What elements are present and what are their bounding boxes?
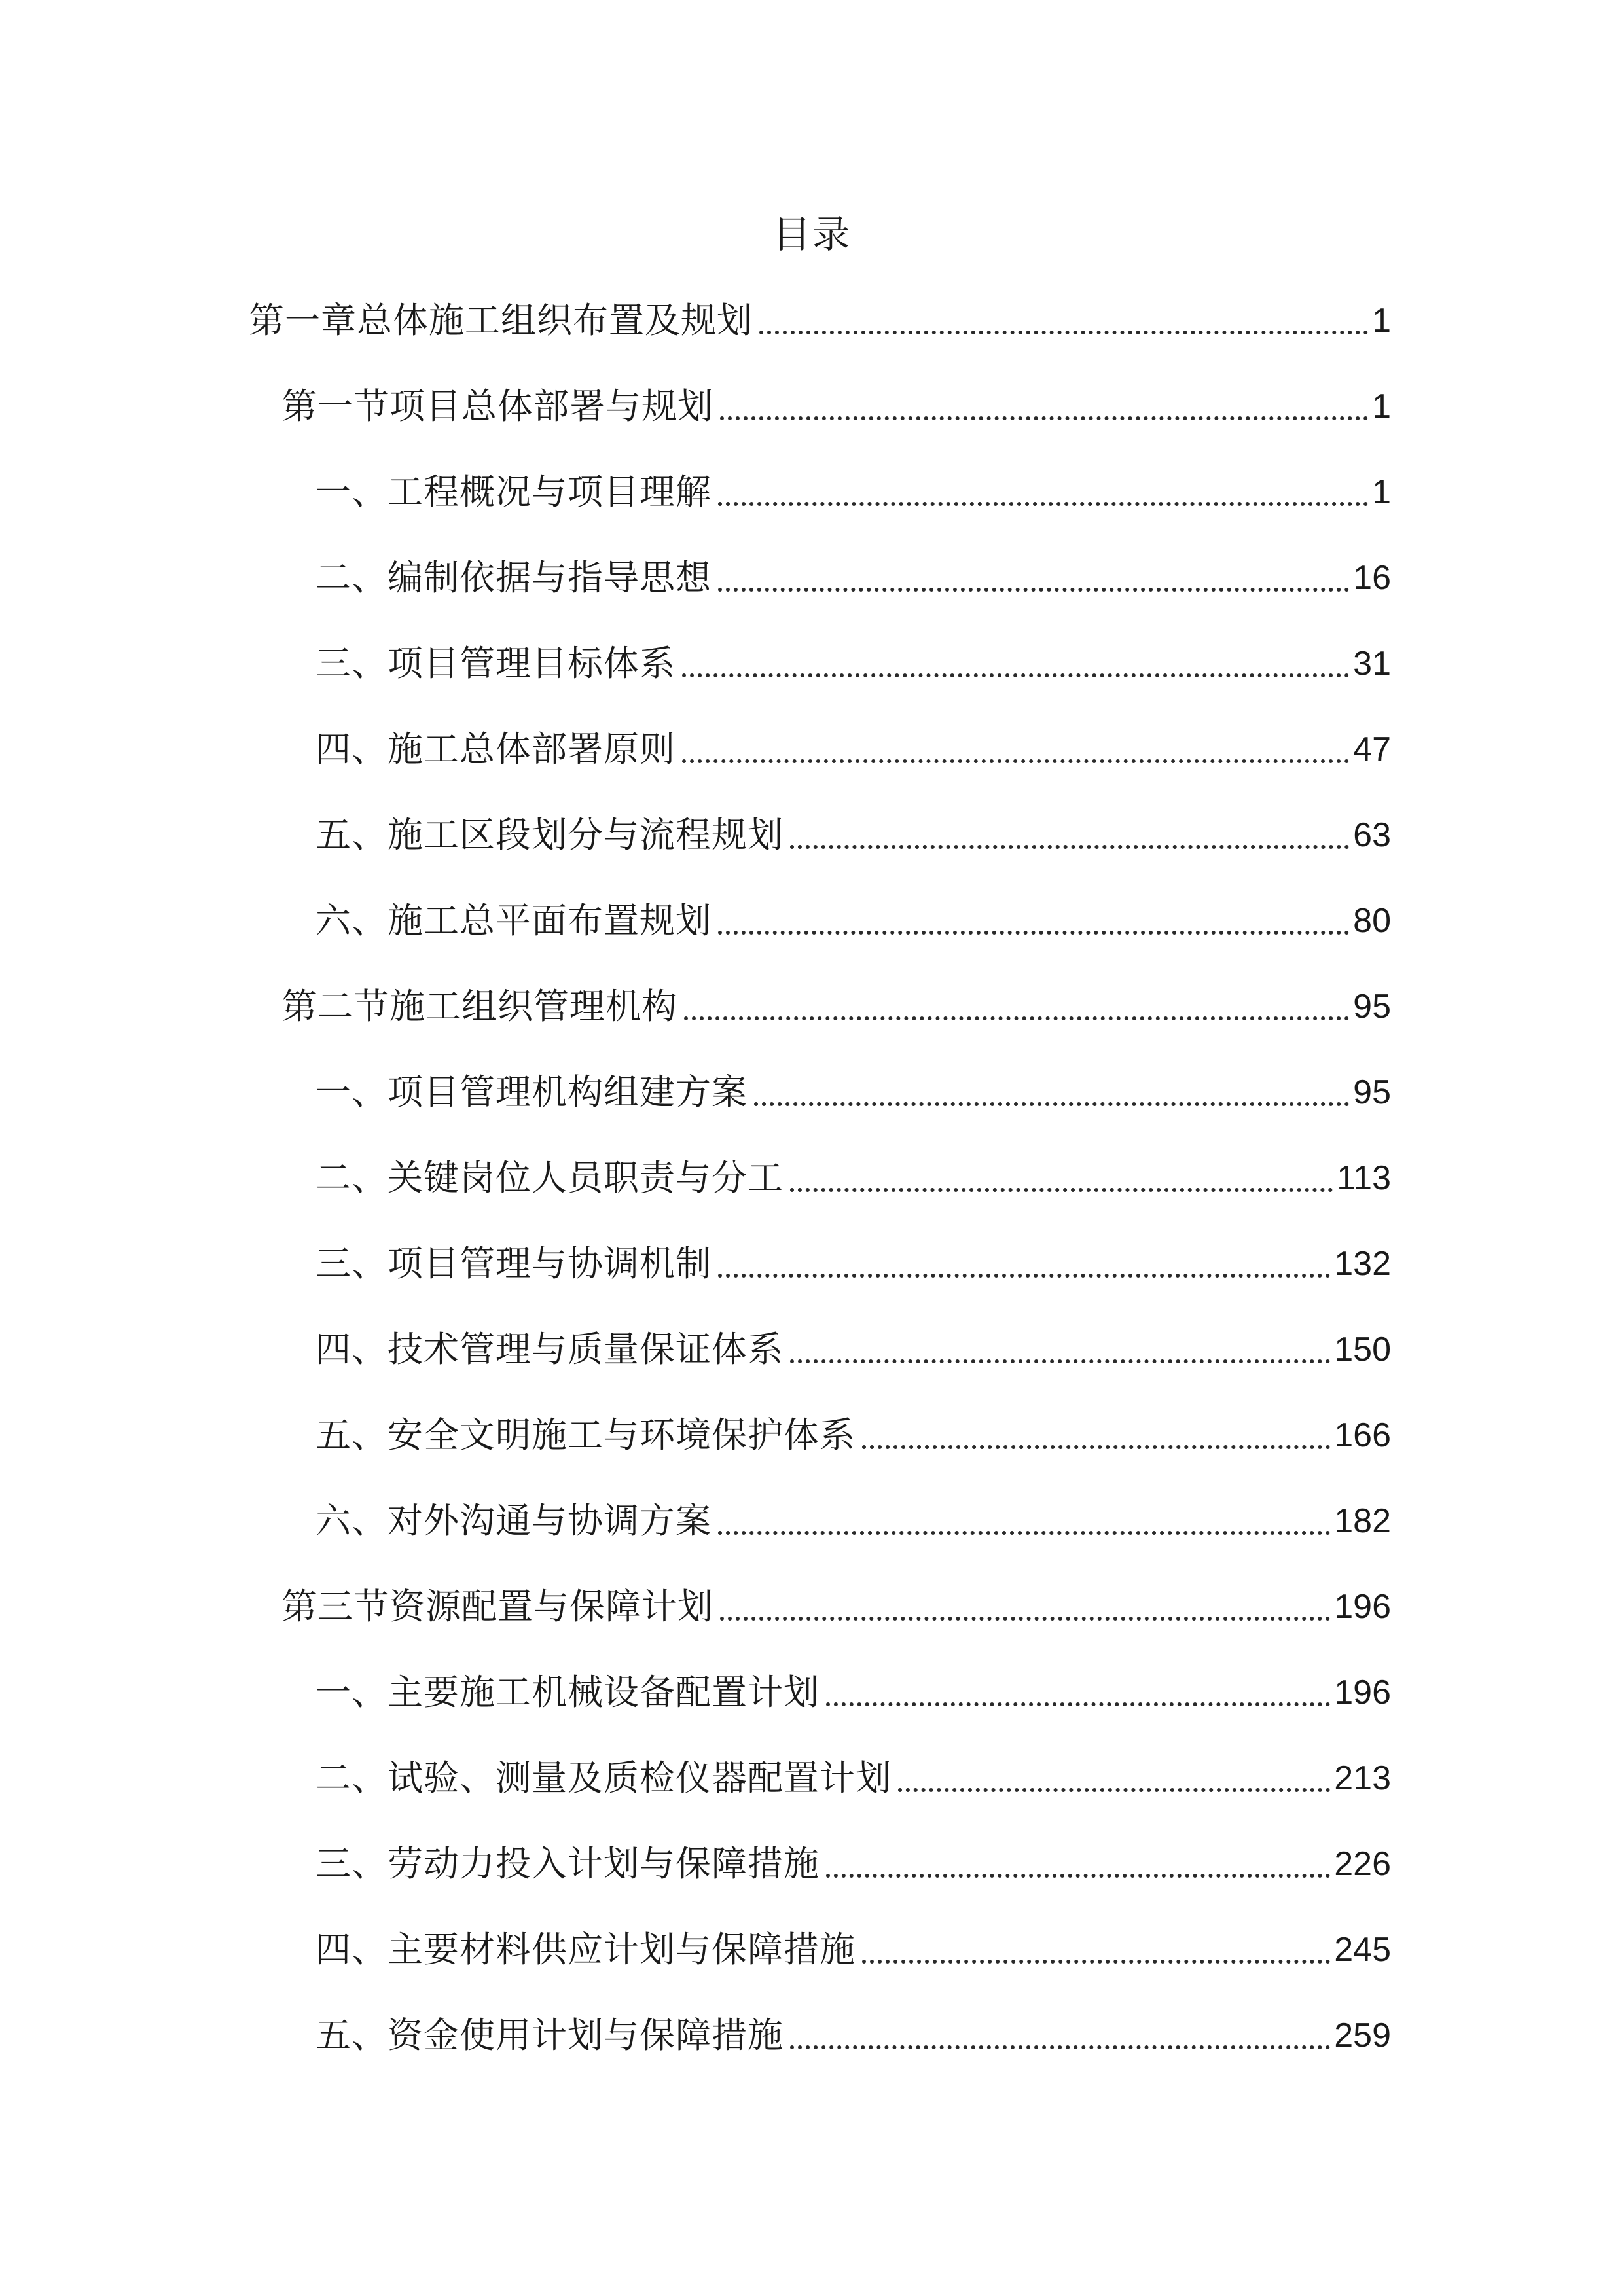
dot-leader bbox=[682, 759, 1349, 763]
toc-entry-item[interactable] bbox=[316, 1485, 1391, 1544]
toc-entry-label: 三、劳动力投入计划与保障措施 bbox=[316, 1843, 820, 1884]
toc-entry-section-2[interactable] bbox=[281, 971, 1391, 1030]
toc-entry-item[interactable] bbox=[316, 713, 1391, 772]
toc-entry-page: 47 bbox=[1353, 730, 1391, 768]
toc-entry-label: 五、施工区段划分与流程规划 bbox=[316, 814, 784, 855]
toc-entry-label: 六、对外沟通与协调方案 bbox=[316, 1500, 712, 1541]
toc-entry-page: 113 bbox=[1337, 1159, 1391, 1197]
toc-entry-label: 五、安全文明施工与环境保护体系 bbox=[316, 1414, 856, 1456]
toc-entry-label: 三、项目管理目标体系 bbox=[316, 643, 676, 684]
toc-entry-page: 259 bbox=[1334, 2017, 1391, 2054]
toc-entry-label: 四、技术管理与质量保证体系 bbox=[316, 1329, 784, 1370]
toc-entry-page: 1 bbox=[1372, 387, 1391, 425]
dot-leader bbox=[754, 1102, 1349, 1106]
toc-entry-label: 二、试验、测量及质检仪器配置计划 bbox=[316, 1757, 892, 1799]
dot-leader bbox=[682, 673, 1349, 677]
dot-leader bbox=[720, 416, 1368, 420]
toc-entry-item[interactable] bbox=[316, 1399, 1391, 1458]
toc-entry-label: 三、项目管理与协调机制 bbox=[316, 1243, 712, 1284]
toc-entry-chapter-1[interactable] bbox=[249, 285, 1391, 344]
toc-entry-page: 196 bbox=[1334, 1674, 1391, 1712]
toc-entry-item[interactable] bbox=[316, 2000, 1391, 2058]
toc-entry-page: 182 bbox=[1334, 1502, 1391, 1540]
dot-leader bbox=[898, 1788, 1330, 1792]
dot-leader bbox=[718, 588, 1349, 592]
dot-leader bbox=[684, 1016, 1349, 1020]
toc-entry-page: 166 bbox=[1334, 1416, 1391, 1454]
toc-entry-page: 150 bbox=[1334, 1331, 1391, 1369]
toc-entry-item[interactable] bbox=[316, 456, 1391, 515]
dot-leader bbox=[718, 1274, 1330, 1278]
toc-entry-label: 第一节项目总体部署与规划 bbox=[281, 386, 713, 427]
toc-entry-item[interactable] bbox=[316, 885, 1391, 944]
dot-leader bbox=[790, 2045, 1330, 2049]
dot-leader bbox=[790, 845, 1349, 849]
toc-entry-page: 1 bbox=[1372, 473, 1391, 511]
toc-entry-page: 245 bbox=[1334, 1931, 1391, 1969]
toc-entry-item[interactable] bbox=[316, 1228, 1391, 1287]
toc-entry-page: 63 bbox=[1353, 816, 1391, 854]
toc-entry-item[interactable] bbox=[316, 1142, 1391, 1201]
toc-entry-section-1[interactable] bbox=[281, 370, 1391, 429]
toc-entry-page: 196 bbox=[1334, 1588, 1391, 1626]
dot-leader bbox=[759, 331, 1368, 334]
toc-entry-label: 二、编制依据与指导思想 bbox=[316, 557, 712, 598]
dot-leader bbox=[720, 1617, 1330, 1621]
toc-entry-page: 213 bbox=[1334, 1759, 1391, 1797]
toc-entry-page: 80 bbox=[1353, 902, 1391, 940]
dot-leader bbox=[826, 1702, 1330, 1706]
toc-entry-label: 一、主要施工机械设备配置计划 bbox=[316, 1672, 820, 1713]
dot-leader bbox=[862, 1445, 1330, 1449]
toc-entry-page: 226 bbox=[1334, 1845, 1391, 1883]
dot-leader bbox=[862, 1960, 1330, 1964]
dot-leader bbox=[826, 1874, 1330, 1878]
toc-entry-label: 六、施工总平面布置规划 bbox=[316, 900, 712, 941]
toc-entry-page: 132 bbox=[1334, 1245, 1391, 1283]
dot-leader bbox=[718, 1531, 1330, 1535]
toc-entry-label: 一、项目管理机构组建方案 bbox=[316, 1071, 748, 1113]
toc-entry-page: 16 bbox=[1353, 559, 1391, 597]
toc-entry-item[interactable] bbox=[316, 1056, 1391, 1115]
toc-entry-item[interactable] bbox=[316, 1828, 1391, 1887]
toc-entry-label: 二、关键岗位人员职责与分工 bbox=[316, 1157, 784, 1198]
dot-leader bbox=[790, 1188, 1333, 1192]
toc-entry-item[interactable] bbox=[316, 799, 1391, 858]
toc-entry-label: 一、工程概况与项目理解 bbox=[316, 471, 712, 512]
toc-entry-item[interactable] bbox=[316, 1657, 1391, 1715]
toc-entry-label: 四、施工总体部署原则 bbox=[316, 728, 676, 770]
toc-entry-label: 第一章总体施工组织布置及规划 bbox=[249, 300, 753, 341]
dot-leader bbox=[718, 502, 1368, 506]
toc-entry-page: 95 bbox=[1353, 1073, 1391, 1111]
toc-entry-item[interactable] bbox=[316, 628, 1391, 687]
toc-entry-label: 第二节施工组织管理机构 bbox=[281, 986, 677, 1027]
toc-entry-page: 1 bbox=[1372, 302, 1391, 340]
toc-entry-item[interactable] bbox=[316, 542, 1391, 601]
dot-leader bbox=[718, 931, 1349, 935]
toc-entry-item[interactable] bbox=[316, 1914, 1391, 1973]
toc-entry-section-3[interactable] bbox=[281, 1571, 1391, 1630]
toc-title: 目录 bbox=[772, 212, 852, 257]
toc-entry-page: 95 bbox=[1353, 988, 1391, 1026]
toc-entry-label: 第三节资源配置与保障计划 bbox=[281, 1586, 713, 1627]
dot-leader bbox=[790, 1359, 1330, 1363]
toc-entry-page: 31 bbox=[1353, 645, 1391, 683]
toc-entry-label: 五、资金使用计划与保障措施 bbox=[316, 2015, 784, 2056]
toc-entry-label: 四、主要材料供应计划与保障措施 bbox=[316, 1929, 856, 1970]
toc-entry-item[interactable] bbox=[316, 1742, 1391, 1801]
toc-entry-item[interactable] bbox=[316, 1314, 1391, 1372]
